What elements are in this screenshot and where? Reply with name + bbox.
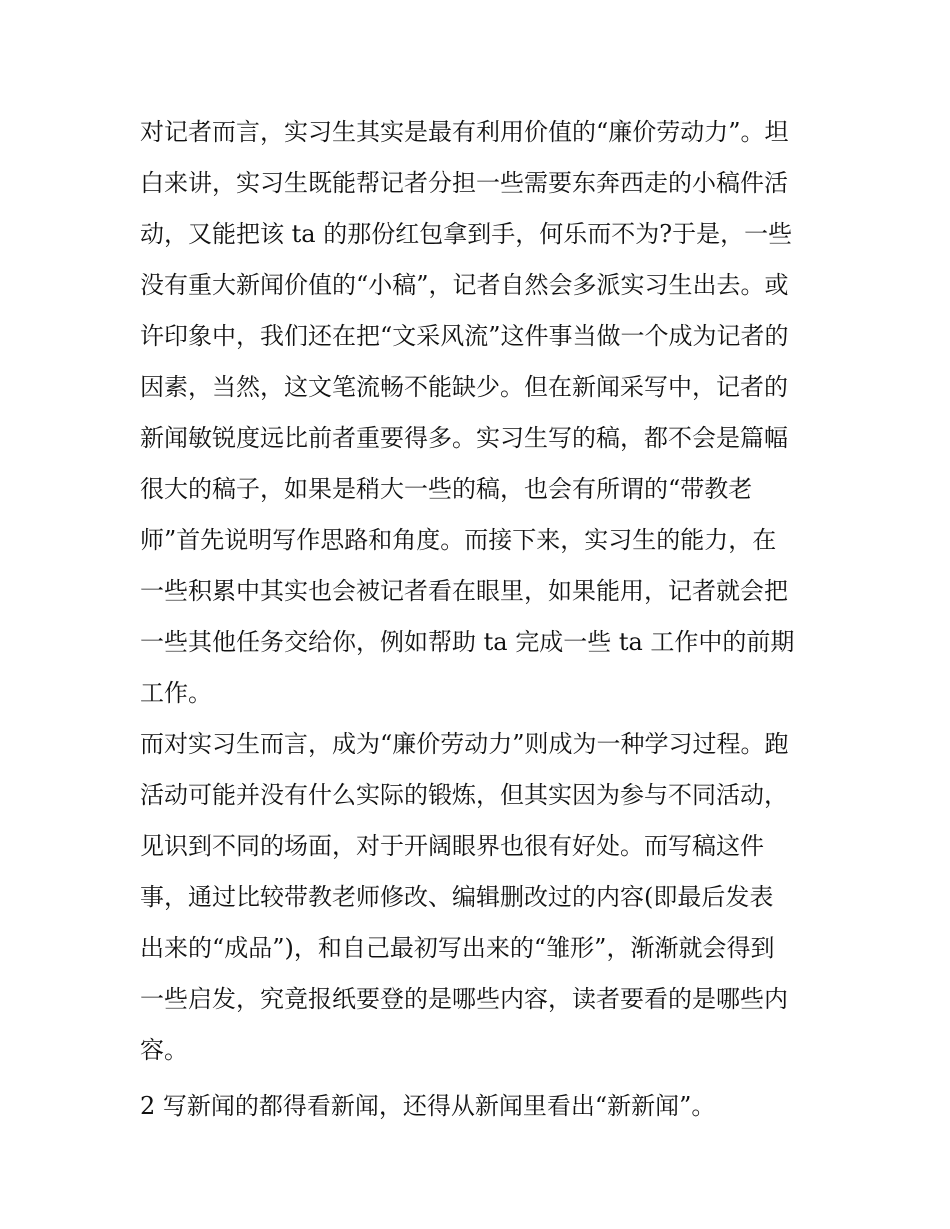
- text-line: 一些启发，究竟报纸要登的是哪些内容，读者要看的是哪些内: [140, 985, 788, 1013]
- text-line: 容。: [140, 1036, 188, 1064]
- text-line: 见识到不同的场面，对于开阔眼界也很有好处。而写稿这件: [140, 832, 764, 860]
- text-line: 白来讲，实习生既能帮记者分担一些需要东奔西走的小稿件活: [140, 169, 788, 197]
- text-line: 因素，当然，这文笔流畅不能缺少。但在新闻采写中，记者的: [140, 373, 788, 401]
- section-heading: 2 写新闻的都得看新闻，还得从新闻里看出“新新闻”。: [140, 1092, 716, 1120]
- text-line: 一些积累中其实也会被记者看在眼里，如果能用，记者就会把: [140, 577, 788, 605]
- text-line: 没有重大新闻价值的“小稿”，记者自然会多派实习生出去。或: [140, 271, 789, 299]
- text-line: 工作。: [140, 679, 212, 707]
- text-line: 很大的稿子，如果是稍大一些的稿，也会有所谓的“带教老: [140, 475, 753, 503]
- text-line: 一些其他任务交给你，例如帮助 ta 完成一些 ta 工作中的前期: [140, 628, 795, 656]
- text-line: 许印象中，我们还在把“文采风流”这件事当做一个成为记者的: [140, 322, 789, 350]
- text-line: 对记者而言，实习生其实是最有利用价值的“廉价劳动力”。坦: [140, 118, 789, 146]
- text-line: 而对实习生而言，成为“廉价劳动力”则成为一种学习过程。跑: [140, 730, 789, 758]
- text-line: 活动可能并没有什么实际的锻炼，但其实因为参与不同活动，: [140, 781, 788, 809]
- document-body: [140, 107, 816, 1132]
- text-line: 新闻敏锐度远比前者重要得多。实习生写的稿，都不会是篇幅: [140, 424, 788, 452]
- text-line: 师”首先说明写作思路和角度。而接下来，实习生的能力，在: [140, 526, 777, 554]
- text-line: 动，又能把该 ta 的那份红包拿到手，何乐而不为?于是，一些: [140, 220, 793, 248]
- text-line: 事，通过比较带教老师修改、编辑删改过的内容(即最后发表: [140, 883, 774, 911]
- text-line: 出来的“成品”)，和自己最初写出来的“雏形”，渐渐就会得到: [140, 934, 775, 962]
